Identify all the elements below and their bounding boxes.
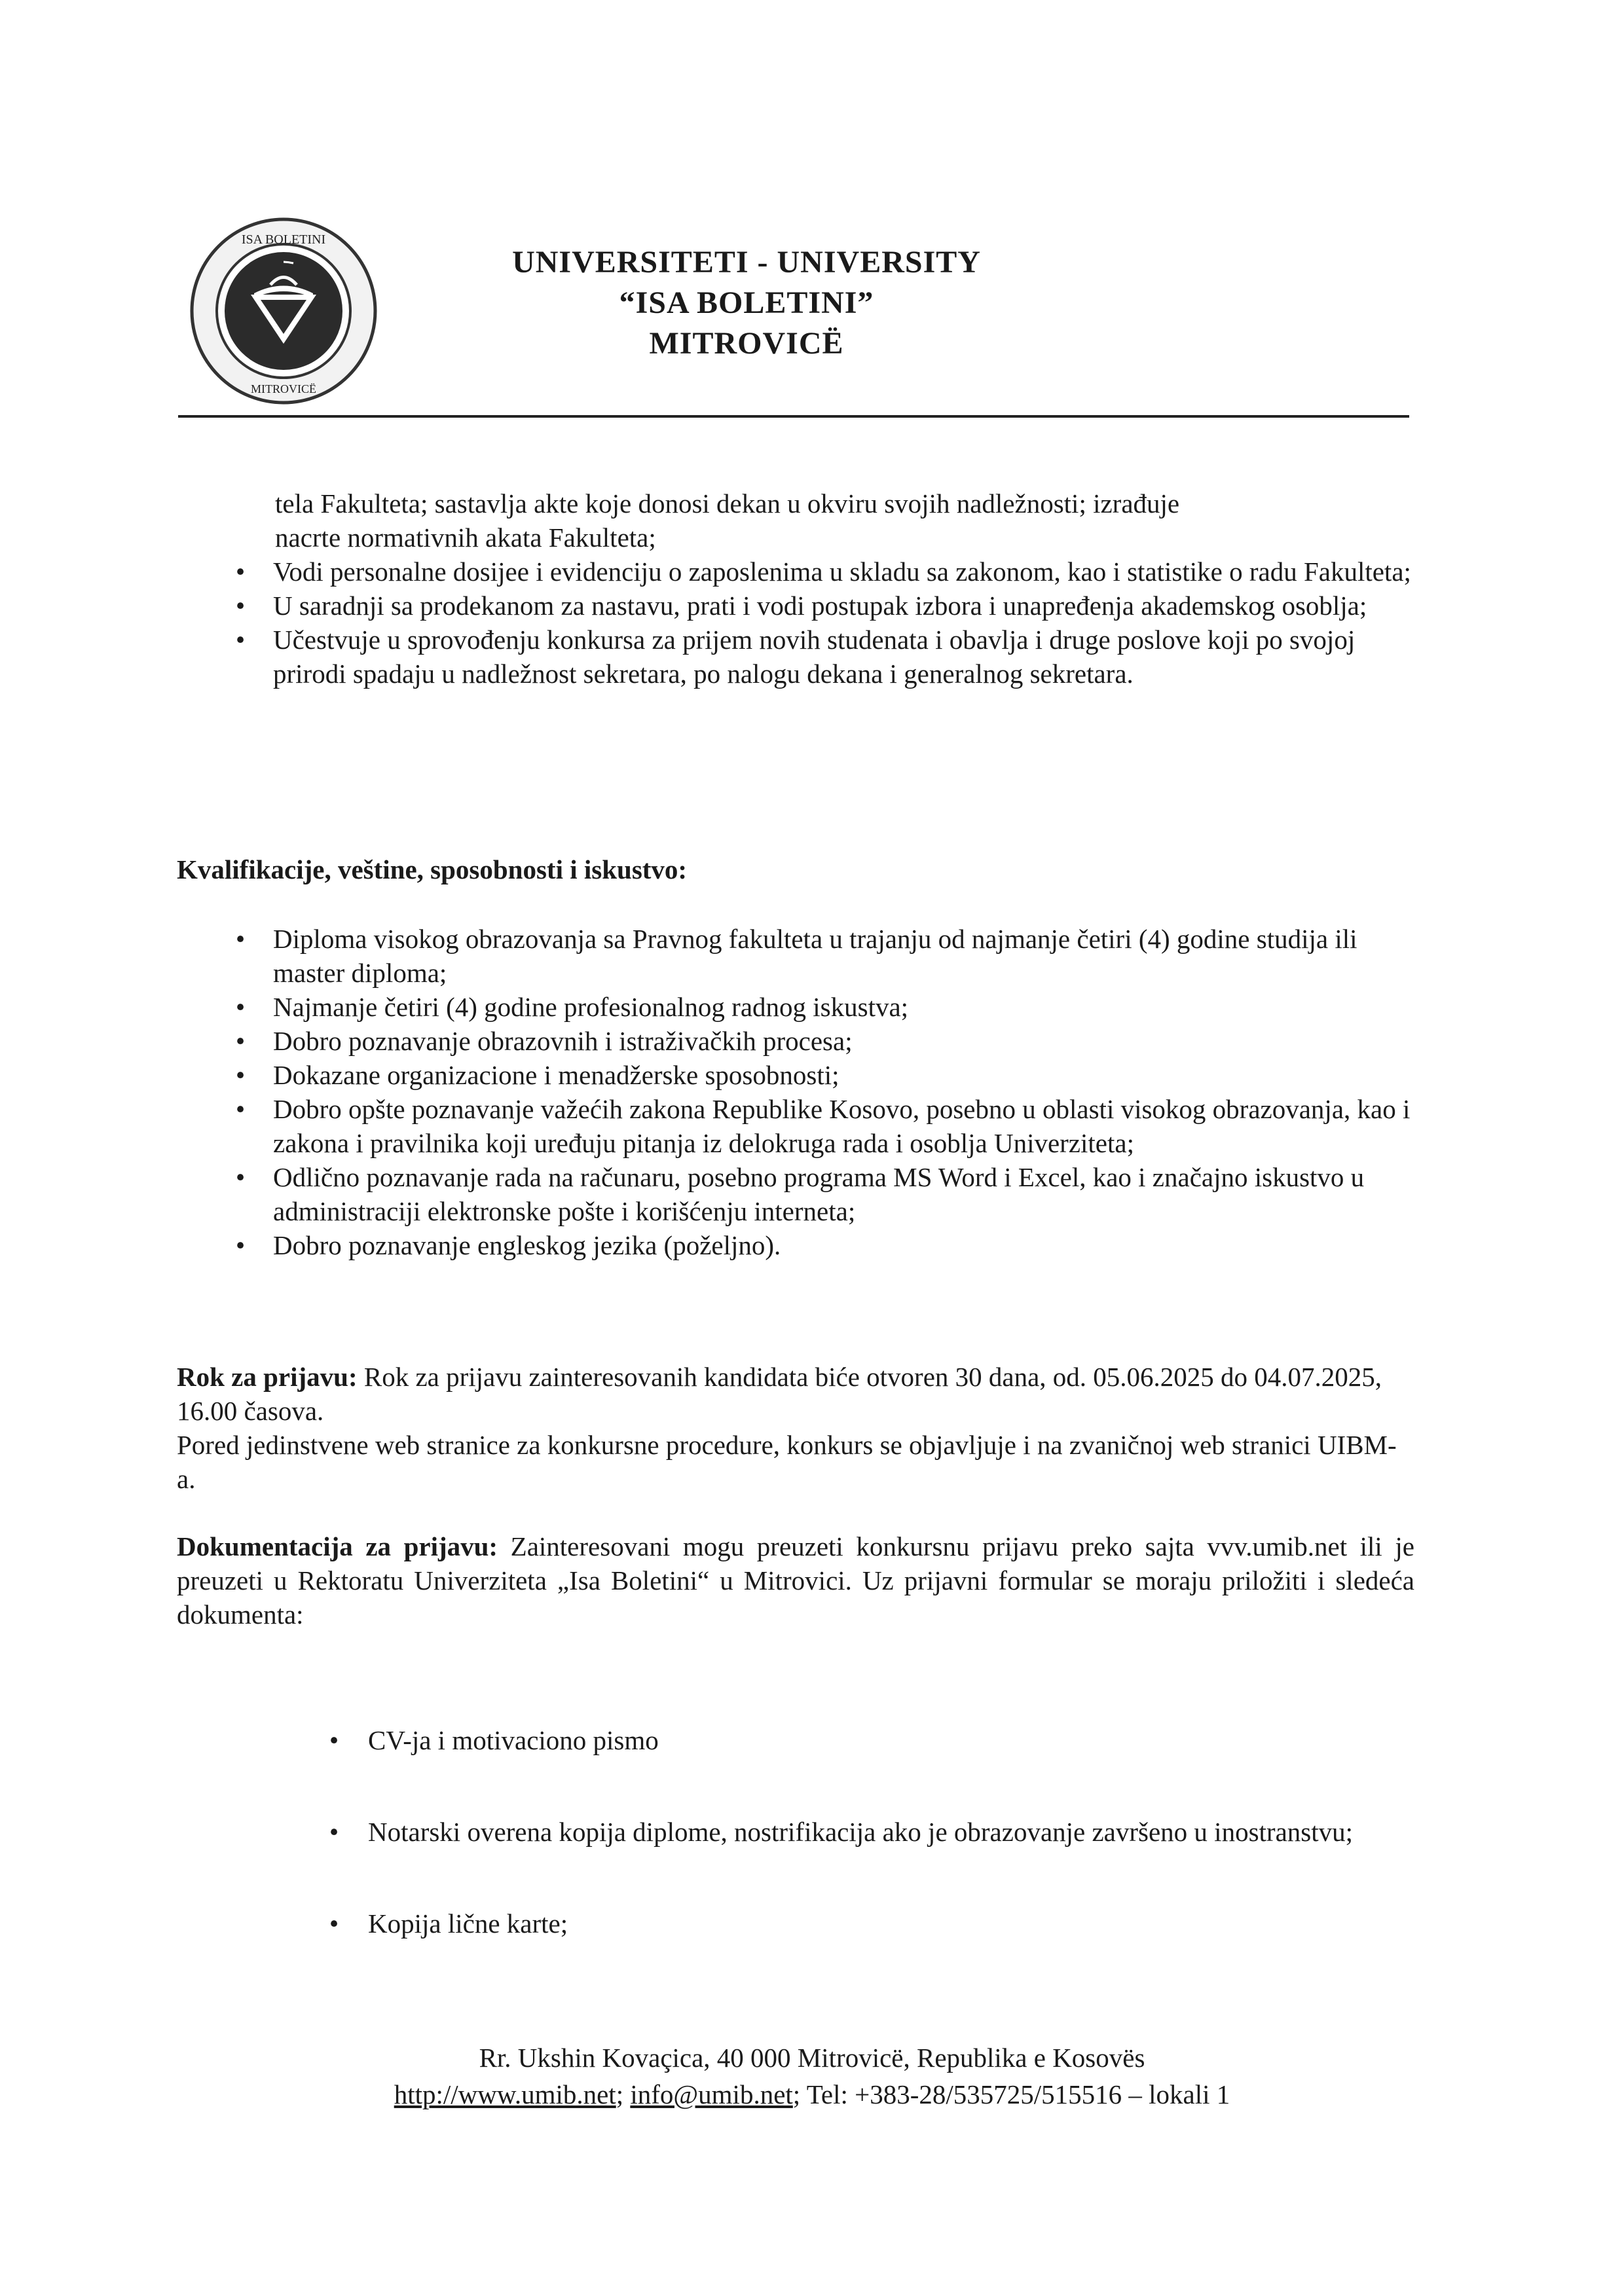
qualifications-list	[226, 922, 1414, 1262]
list-item: • Dobro opšte poznavanje važećih zakona Republike Kosovo, posebno u oblasti visokog obrazovanja, kao i zakona i pravilnika koji uređuju pitanja iz delokruga rada i osoblja Univerziteta;	[226, 1092, 1414, 1160]
documents-list	[321, 1721, 1421, 1995]
list-item: • Diploma visokog obrazovanja sa Pravnog fakulteta u trajanju od najmanje četiri (4) godine studija ili master diploma;	[226, 922, 1414, 990]
footer-address: Rr. Ukshin Kovaçica, 40 000 Mitrovicë, Republika e Kosovës	[479, 2043, 1145, 2073]
deadline-section	[177, 1360, 1414, 1496]
list-item: • Odlično poznavanje rada na računaru, posebno programa MS Word i Excel, kao i značajno iskustvo u administraciji elektronske pošte i korišćenju interneta;	[226, 1160, 1414, 1228]
title-line-1: UNIVERSITETI - UNIVERSITY	[512, 245, 981, 280]
continuation-line-2: nacrte normativnih akata Fakulteta;	[275, 522, 656, 553]
university-seal-logo	[189, 216, 378, 406]
bullet-icon: •	[235, 924, 246, 954]
deadline-text: Rok za prijavu zainteresovanih kandidata biće otvoren 30 dana, od. 05.06.2025 do 04.07.2025, 16.00 časova.	[177, 1362, 1382, 1426]
list-item: • Dokazane organizacione i menadžerske sposobnosti;	[226, 1058, 1414, 1092]
documentation-label: Dokumentacija za prijavu:	[177, 1531, 498, 1561]
bullet-icon: •	[329, 1817, 339, 1847]
title-line-3: MITROVICË	[649, 326, 844, 361]
footer-phone: ; Tel: +383-28/535725/515516 – lokali 1	[792, 2079, 1230, 2109]
deadline-note: Pored jedinstvene web stranice za konkursne procedure, konkurs se objavljuje i na zvaničnoj web stranici UIBM-a.	[177, 1430, 1397, 1494]
bullet-icon: •	[329, 1908, 339, 1939]
bullet-icon: •	[235, 1230, 246, 1260]
duties-list	[226, 555, 1414, 691]
list-item: • Učestvuje u sprovođenju konkursa za prijem novih studenata i obavlja i druge poslove koji po svojoj prirodi spadaju u nadležnost sekretara, po nalogu dekana i generalnog sekretara.	[226, 623, 1414, 691]
bullet-icon: •	[235, 625, 246, 655]
footer	[196, 2039, 1428, 2113]
title-line-2: “ISA BOLETINI”	[619, 285, 874, 320]
bullet-icon: •	[235, 1094, 246, 1124]
list-item: • U saradnji sa prodekanom za nastavu, prati i vodi postupak izbora i unapređenja akademskog osoblja;	[226, 589, 1414, 623]
svg-text:MITROVICË: MITROVICË	[251, 382, 316, 395]
svg-text:ISA BOLETINI: ISA BOLETINI	[241, 232, 326, 247]
deadline-label: Rok za prijavu:	[177, 1362, 358, 1392]
documentation-section	[177, 1529, 1414, 1631]
bullet-icon: •	[235, 992, 246, 1022]
header-divider	[178, 415, 1409, 418]
intro-continuation	[275, 486, 1414, 555]
bullet-icon: •	[235, 1026, 246, 1056]
bullet-icon: •	[235, 1162, 246, 1192]
bullet-icon: •	[235, 1060, 246, 1090]
list-item: • CV-ja i motivaciono pismo	[321, 1721, 1421, 1760]
website-link[interactable]: http://www.umib.net	[394, 2079, 616, 2109]
list-item: • Vodi personalne dosijee i evidenciju o zaposlenima u skladu sa zakonom, kao i statistike o radu Fakulteta;	[226, 555, 1414, 589]
list-item: • Dobro poznavanje obrazovnih i istraživačkih procesa;	[226, 1024, 1414, 1058]
bullet-icon: •	[329, 1725, 339, 1755]
qualifications-heading: Kvalifikacije, veštine, sposobnosti i iskustvo:	[177, 854, 688, 884]
email-link[interactable]: info@umib.net	[630, 2079, 793, 2109]
footer-contact: http://www.umib.net; info@umib.net; Tel: +383-28/535725/515516 – lokali 1	[394, 2079, 1230, 2109]
list-item: • Dobro poznavanje engleskog jezika (poželjno).	[226, 1228, 1414, 1262]
list-item: • Notarski overena kopija diplome, nostrifikacija ako je obrazovanje završeno u inostranstvu;	[321, 1812, 1421, 1851]
continuation-line-1: tela Fakulteta; sastavlja akte koje donosi dekan u okviru svojih nadležnosti; izrađuje	[275, 488, 1180, 519]
bullet-icon: •	[235, 591, 246, 621]
documentation-text: Zainteresovani mogu preuzeti konkursnu prijavu preko sajta vvv.umib.net ili je preuzeti u Rektoratu Univerziteta „Isa Boletini“ u Mitrovici. Uz prijavni formular se moraju priložiti i sledeća dokumenta:	[177, 1531, 1414, 1630]
bullet-icon: •	[235, 556, 246, 587]
list-item: • Kopija lične karte;	[321, 1904, 1421, 1943]
university-title	[458, 242, 1035, 364]
list-item: • Najmanje četiri (4) godine profesionalnog radnog iskustva;	[226, 990, 1414, 1024]
